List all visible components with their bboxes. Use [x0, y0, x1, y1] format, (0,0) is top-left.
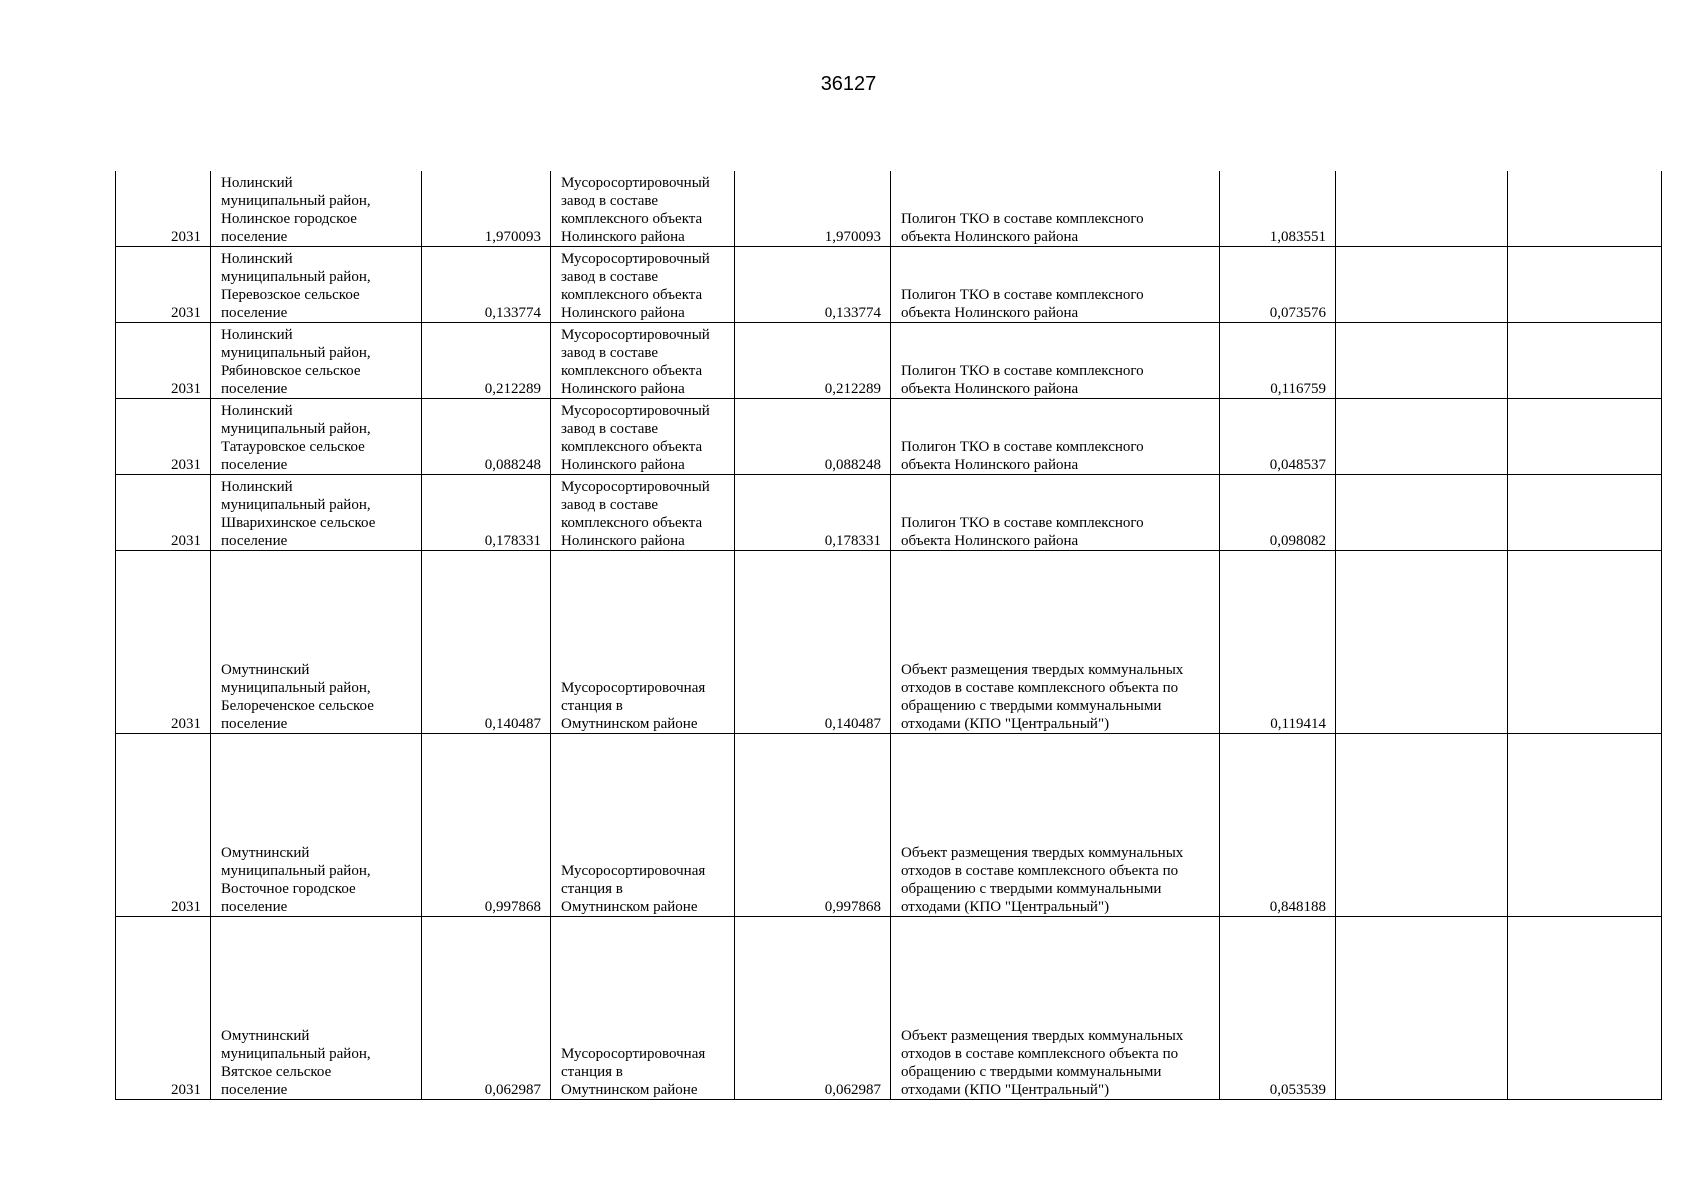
mass-disposed-cell: 0,119414 — [1220, 551, 1336, 734]
empty-cell — [1508, 399, 1662, 475]
mass-processed-cell: 0,140487 — [735, 551, 891, 734]
waste-flow-table — [115, 171, 1662, 1100]
disposal-facility-cell: Объект размещения твердых коммунальных отходов в составе комплексного объекта по обращению с твердыми коммунальными отходами (КПО "Центральный") — [891, 551, 1220, 734]
mass-disposed-cell: 0,848188 — [1220, 734, 1336, 917]
processing-facility-cell: Мусоросортировочная станция в Омутнинском районе — [551, 734, 735, 917]
mass-formed-cell: 0,140487 — [422, 551, 551, 734]
year-cell: 2031 — [116, 734, 211, 917]
mass-disposed-cell: 0,053539 — [1220, 917, 1336, 1100]
mass-disposed-cell: 1,083551 — [1220, 171, 1336, 247]
territory-cell: Омутнинский муниципальный район, Восточное городское поселение — [211, 734, 422, 917]
table-row — [116, 475, 1662, 551]
empty-cell — [1336, 323, 1508, 399]
territory-cell: Омутнинский муниципальный район, Вятское сельское поселение — [211, 917, 422, 1100]
year-cell: 2031 — [116, 917, 211, 1100]
empty-cell — [1508, 475, 1662, 551]
mass-disposed-cell: 0,098082 — [1220, 475, 1336, 551]
empty-cell — [1508, 247, 1662, 323]
mass-processed-cell: 0,088248 — [735, 399, 891, 475]
table-row — [116, 734, 1662, 917]
mass-processed-cell: 1,970093 — [735, 171, 891, 247]
disposal-facility-cell: Полигон ТКО в составе комплексного объекта Нолинского района — [891, 323, 1220, 399]
mass-processed-cell: 0,997868 — [735, 734, 891, 917]
table-body — [116, 171, 1662, 1100]
processing-facility-cell: Мусоросортировочный завод в составе комплексного объекта Нолинского района — [551, 399, 735, 475]
empty-cell — [1508, 734, 1662, 917]
empty-cell — [1336, 247, 1508, 323]
year-cell: 2031 — [116, 323, 211, 399]
territory-cell: Нолинский муниципальный район, Рябиновское сельское поселение — [211, 323, 422, 399]
empty-cell — [1508, 171, 1662, 247]
mass-formed-cell: 0,212289 — [422, 323, 551, 399]
table-row — [116, 247, 1662, 323]
empty-cell — [1336, 171, 1508, 247]
mass-formed-cell: 1,970093 — [422, 171, 551, 247]
table-row — [116, 917, 1662, 1100]
mass-disposed-cell: 0,073576 — [1220, 247, 1336, 323]
mass-processed-cell: 0,133774 — [735, 247, 891, 323]
empty-cell — [1336, 399, 1508, 475]
mass-processed-cell: 0,178331 — [735, 475, 891, 551]
mass-formed-cell: 0,997868 — [422, 734, 551, 917]
empty-cell — [1336, 551, 1508, 734]
empty-cell — [1508, 551, 1662, 734]
year-cell: 2031 — [116, 171, 211, 247]
empty-cell — [1336, 475, 1508, 551]
mass-processed-cell: 0,212289 — [735, 323, 891, 399]
mass-disposed-cell: 0,116759 — [1220, 323, 1336, 399]
processing-facility-cell: Мусоросортировочный завод в составе комплексного объекта Нолинского района — [551, 323, 735, 399]
empty-cell — [1336, 917, 1508, 1100]
processing-facility-cell: Мусоросортировочный завод в составе комплексного объекта Нолинского района — [551, 475, 735, 551]
year-cell: 2031 — [116, 399, 211, 475]
territory-cell: Нолинский муниципальный район, Татауровское сельское поселение — [211, 399, 422, 475]
processing-facility-cell: Мусоросортировочный завод в составе комплексного объекта Нолинского района — [551, 171, 735, 247]
mass-formed-cell: 0,133774 — [422, 247, 551, 323]
mass-processed-cell: 0,062987 — [735, 917, 891, 1100]
empty-cell — [1336, 734, 1508, 917]
processing-facility-cell: Мусоросортировочная станция в Омутнинском районе — [551, 551, 735, 734]
year-cell: 2031 — [116, 247, 211, 323]
processing-facility-cell: Мусоросортировочный завод в составе комплексного объекта Нолинского района — [551, 247, 735, 323]
year-cell: 2031 — [116, 475, 211, 551]
empty-cell — [1508, 917, 1662, 1100]
table-row — [116, 551, 1662, 734]
disposal-facility-cell: Полигон ТКО в составе комплексного объекта Нолинского района — [891, 171, 1220, 247]
disposal-facility-cell: Полигон ТКО в составе комплексного объекта Нолинского района — [891, 475, 1220, 551]
territory-cell: Нолинский муниципальный район, Нолинское городское поселение — [211, 171, 422, 247]
mass-formed-cell: 0,088248 — [422, 399, 551, 475]
mass-disposed-cell: 0,048537 — [1220, 399, 1336, 475]
disposal-facility-cell: Полигон ТКО в составе комплексного объекта Нолинского района — [891, 247, 1220, 323]
mass-formed-cell: 0,178331 — [422, 475, 551, 551]
territory-cell: Нолинский муниципальный район, Перевозское сельское поселение — [211, 247, 422, 323]
page-number: 36127 — [820, 73, 877, 95]
empty-cell — [1508, 323, 1662, 399]
mass-formed-cell: 0,062987 — [422, 917, 551, 1100]
disposal-facility-cell: Полигон ТКО в составе комплексного объекта Нолинского района — [891, 399, 1220, 475]
processing-facility-cell: Мусоросортировочная станция в Омутнинском районе — [551, 917, 735, 1100]
table-row — [116, 171, 1662, 247]
table-row — [116, 399, 1662, 475]
disposal-facility-cell: Объект размещения твердых коммунальных отходов в составе комплексного объекта по обращению с твердыми коммунальными отходами (КПО "Центральный") — [891, 734, 1220, 917]
territory-cell: Омутнинский муниципальный район, Белореченское сельское поселение — [211, 551, 422, 734]
disposal-facility-cell: Объект размещения твердых коммунальных отходов в составе комплексного объекта по обращению с твердыми коммунальными отходами (КПО "Центральный") — [891, 917, 1220, 1100]
table-row — [116, 323, 1662, 399]
territory-cell: Нолинский муниципальный район, Шварихинское сельское поселение — [211, 475, 422, 551]
year-cell: 2031 — [116, 551, 211, 734]
